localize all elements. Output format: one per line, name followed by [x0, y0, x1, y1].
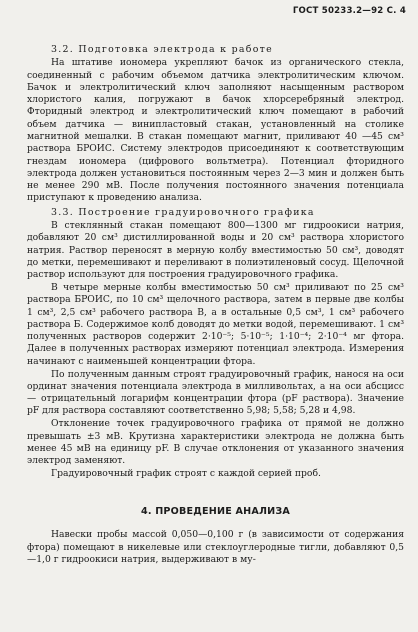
- paragraph: В стеклянный стакан помещают 800—1300 мг гидроокиси натрия, добавляют 20 см³ дистиллированной воды и 20 см³ раствора хлористого натрия. Раствор переносят в мерную колбу вместимостью 50 см³, доводят до метки, перемешивают и переливают в полиэтиленовый сосуд. Щелочной раствор используют для построения градуировочного графика.: [27, 219, 404, 281]
- page-content: [27, 44, 404, 566]
- paragraph: На штативе иономера укрепляют бачок из органического стекла, соединенный с рабочим объемом датчика электролитическим ключом. Бачок и электролитический ключ заполняют насыщенным раствором хлористого калия, погружают в бачок хлорсеребряный электрод. Фторидный электрод и электролитический ключ помещают в рабочий объем датчика — винипластовый стакан, установленный на столике магнитной мешалки. В стакан помещают магнит, приливают 40 —45 см³ раствора БРОИС. Систему электродов присоединяют к соответствующим гнездам иономера (цифрового вольтметра). Потенциал фторидного электрода должен установиться постоянным через 2—3 мин и должен быть не менее 290 мВ. После получения постоянного значения потенциала приступают к проведению анализа.: [27, 57, 404, 204]
- subsection-heading-3-3: 3.3. Построение градуировочного графика: [51, 206, 315, 218]
- paragraph: Отклонение точек градуировочного графика от прямой не должно превышать ±3 мВ. Крутизна характеристики электрода не должна быть менее 45 мВ на единицу pF. В случае отклонения от указанного значения электрод заменяют.: [27, 418, 404, 467]
- page-header: ГОСТ 50233.2—92 С. 4: [292, 6, 406, 16]
- paragraph: В четыре мерные колбы вместимостью 50 см³ приливают по 25 см³ раствора БРОИС, по 10 см³ щелочного раствора, затем в первые две колбы 1 см³, 2,5 см³ рабочего раствора В, а в остальные 0,5 см³, 1 см³ рабочего раствора Б. Содержимое колб доводят до метки водой, перемешивают. 1 см³ полученных растворов содержит 2·10⁻⁵; 5·10⁻⁵; 1·10⁻⁴; 2·10⁻⁴ мг фтора. Далее в полученных растворах измеряют потенциал электрода. Измерения начинают с наименьшей концентрации фтора.: [27, 281, 404, 367]
- paragraph: По полученным данным строят градуировочный график, нанося на оси ординат значения потенциала электрода в милливольтах, а на оси абсцисс — отрицательный логарифм концентрации фтора (pF раствора). Значение pF для раствора составляют соответственно 5,98; 5,58; 5,28 и 4,98.: [27, 368, 404, 417]
- paragraph: Градуировочный график строят с каждой серией проб.: [51, 467, 321, 479]
- paragraph: Навески пробы массой 0,050—0,100 г (в зависимости от содержания фтора) помещают в никелевые или стеклоуглеродные тигли, добавляют 0,5—1,0 г гидроокиси натрия, выдерживают в му-: [27, 529, 404, 565]
- subsection-heading-3-2: 3.2. Подготовка электрода к работе: [51, 44, 273, 55]
- section-title-4: 4. ПРОВЕДЕНИЕ АНАЛИЗА: [140, 506, 291, 518]
